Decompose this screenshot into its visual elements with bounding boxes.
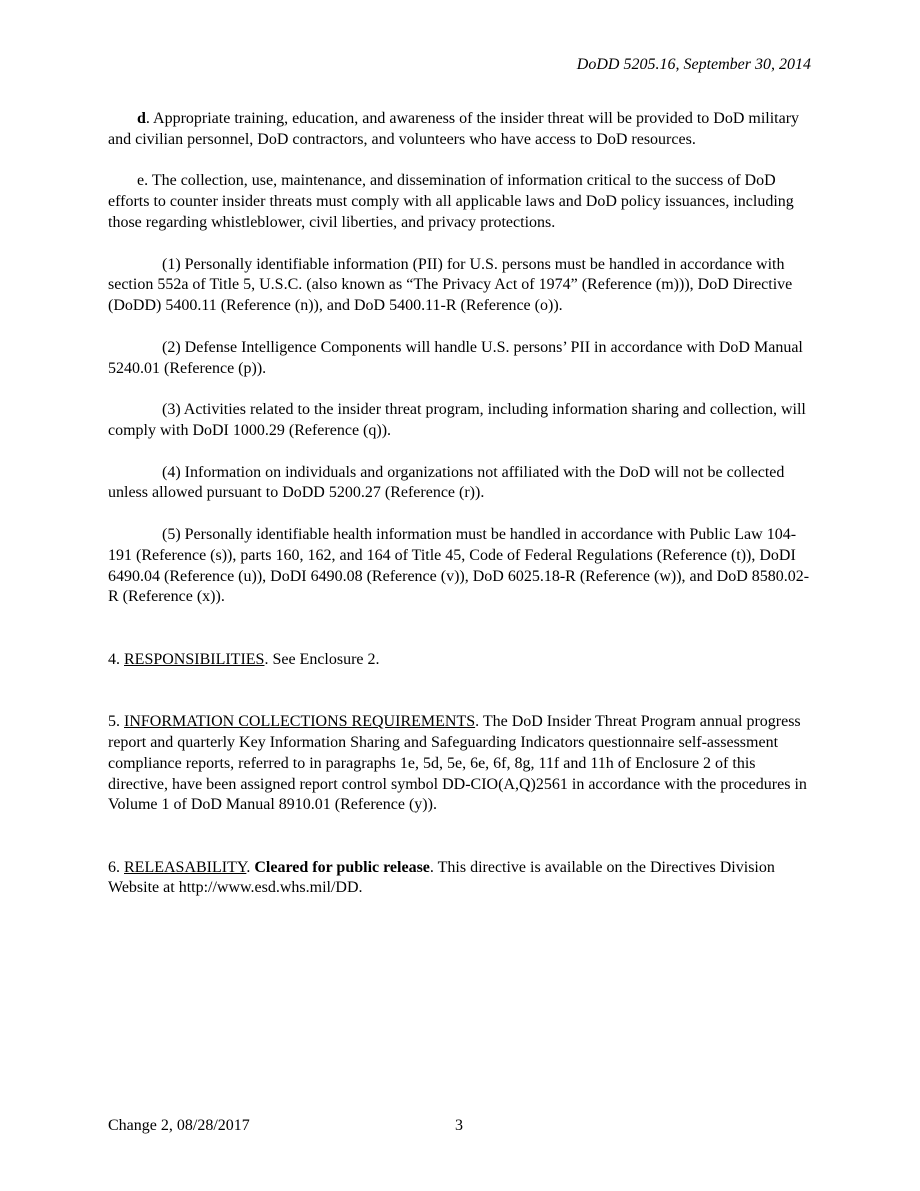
section-4-number: 4. bbox=[108, 650, 124, 668]
paragraph-e3: (3) Activities related to the insider threat program, including information sharing and collection, will comply with DoDI 1000.29 (Reference (q)). bbox=[108, 401, 806, 439]
paragraph-e5: (5) Personally identifiable health information must be handled in accordance with Public Law 104-191 (Reference (s)), parts 160, 162, and 164 of Title 45, Code of Federal Regulations (Reference (t)), DoDI 6490.04 (Reference (u)), DoDI 6490.08 (Reference (v)), DoD 6025.18-R (Reference (w)), and DoD 8580.02-R (Reference (x)). bbox=[108, 525, 810, 606]
section-6-text: . This directive is available on the Directives Division Website at http://www.esd.whs.mil/DD. bbox=[108, 858, 775, 897]
section-5-number: 5. bbox=[108, 713, 124, 731]
section-4-heading: RESPONSIBILITIES bbox=[124, 650, 265, 668]
paragraph-d-label: d bbox=[137, 110, 146, 127]
section-5 bbox=[108, 712, 813, 816]
section-6-heading: RELEASABILITY bbox=[124, 858, 247, 876]
section-6-bold: Cleared for public release bbox=[254, 858, 430, 876]
footer-change-date: Change 2, 08/28/2017 bbox=[108, 1117, 250, 1134]
section-4 bbox=[108, 650, 813, 671]
document-body bbox=[108, 109, 813, 920]
section-5-text: . The DoD Insider Threat Program annual progress report and quarterly Key Information Sharing and Safeguarding Indicators questionnaire self-assessment compliance reports, referred to in paragraphs 1e, 5d, 5e, 6e, 6f, 8g, 11f and 11h of Enclosure 2 of this directive, have been assigned report control symbol DD-CIO(A,Q)2561 in accordance with the procedures in Volume 1 of DoD Manual 8910.01 (Reference (y)). bbox=[108, 713, 807, 814]
section-6 bbox=[108, 858, 813, 900]
page-header: DoDD 5205.16, September 30, 2014 bbox=[576, 56, 811, 73]
section-4-text: . See Enclosure 2. bbox=[264, 650, 380, 668]
paragraph-e1: (1) Personally identifiable information (PII) for U.S. persons must be handled in accordance with section 552a of Title 5, U.S.C. (also known as “The Privacy Act of 1974” (Reference (m))), DoD Directive (DoDD) 5400.11 (Reference (n)), and DoD 5400.11-R (Reference (o)). bbox=[108, 255, 793, 315]
paragraph-e4: (4) Information on individuals and organizations not affiliated with the DoD will not be collected unless allowed pursuant to DoDD 5200.27 (Reference (r)). bbox=[108, 463, 785, 502]
section-6-number: 6. bbox=[108, 858, 124, 876]
paragraph-d bbox=[108, 109, 813, 151]
section-5-heading: INFORMATION COLLECTIONS REQUIREMENTS bbox=[124, 713, 476, 731]
paragraph-d-text: . Appropriate training, education, and awareness of the insider threat will be provided to DoD military and civilian personnel, DoD contractors, and volunteers who have access to DoD resources. bbox=[108, 110, 800, 148]
footer-page-number: 3 bbox=[455, 1117, 463, 1134]
paragraph-e2: (2) Defense Intelligence Components will handle U.S. persons’ PII in accordance with DoD Manual 5240.01 (Reference (p)). bbox=[108, 338, 803, 377]
paragraph-e: e. The collection, use, maintenance, and dissemination of information critical to the success of DoD efforts to counter insider threats must comply with all applicable laws and DoD policy issuances, including those regarding whistleblower, civil liberties, and privacy protections. bbox=[108, 172, 794, 231]
section-6-sep: . bbox=[246, 858, 255, 876]
